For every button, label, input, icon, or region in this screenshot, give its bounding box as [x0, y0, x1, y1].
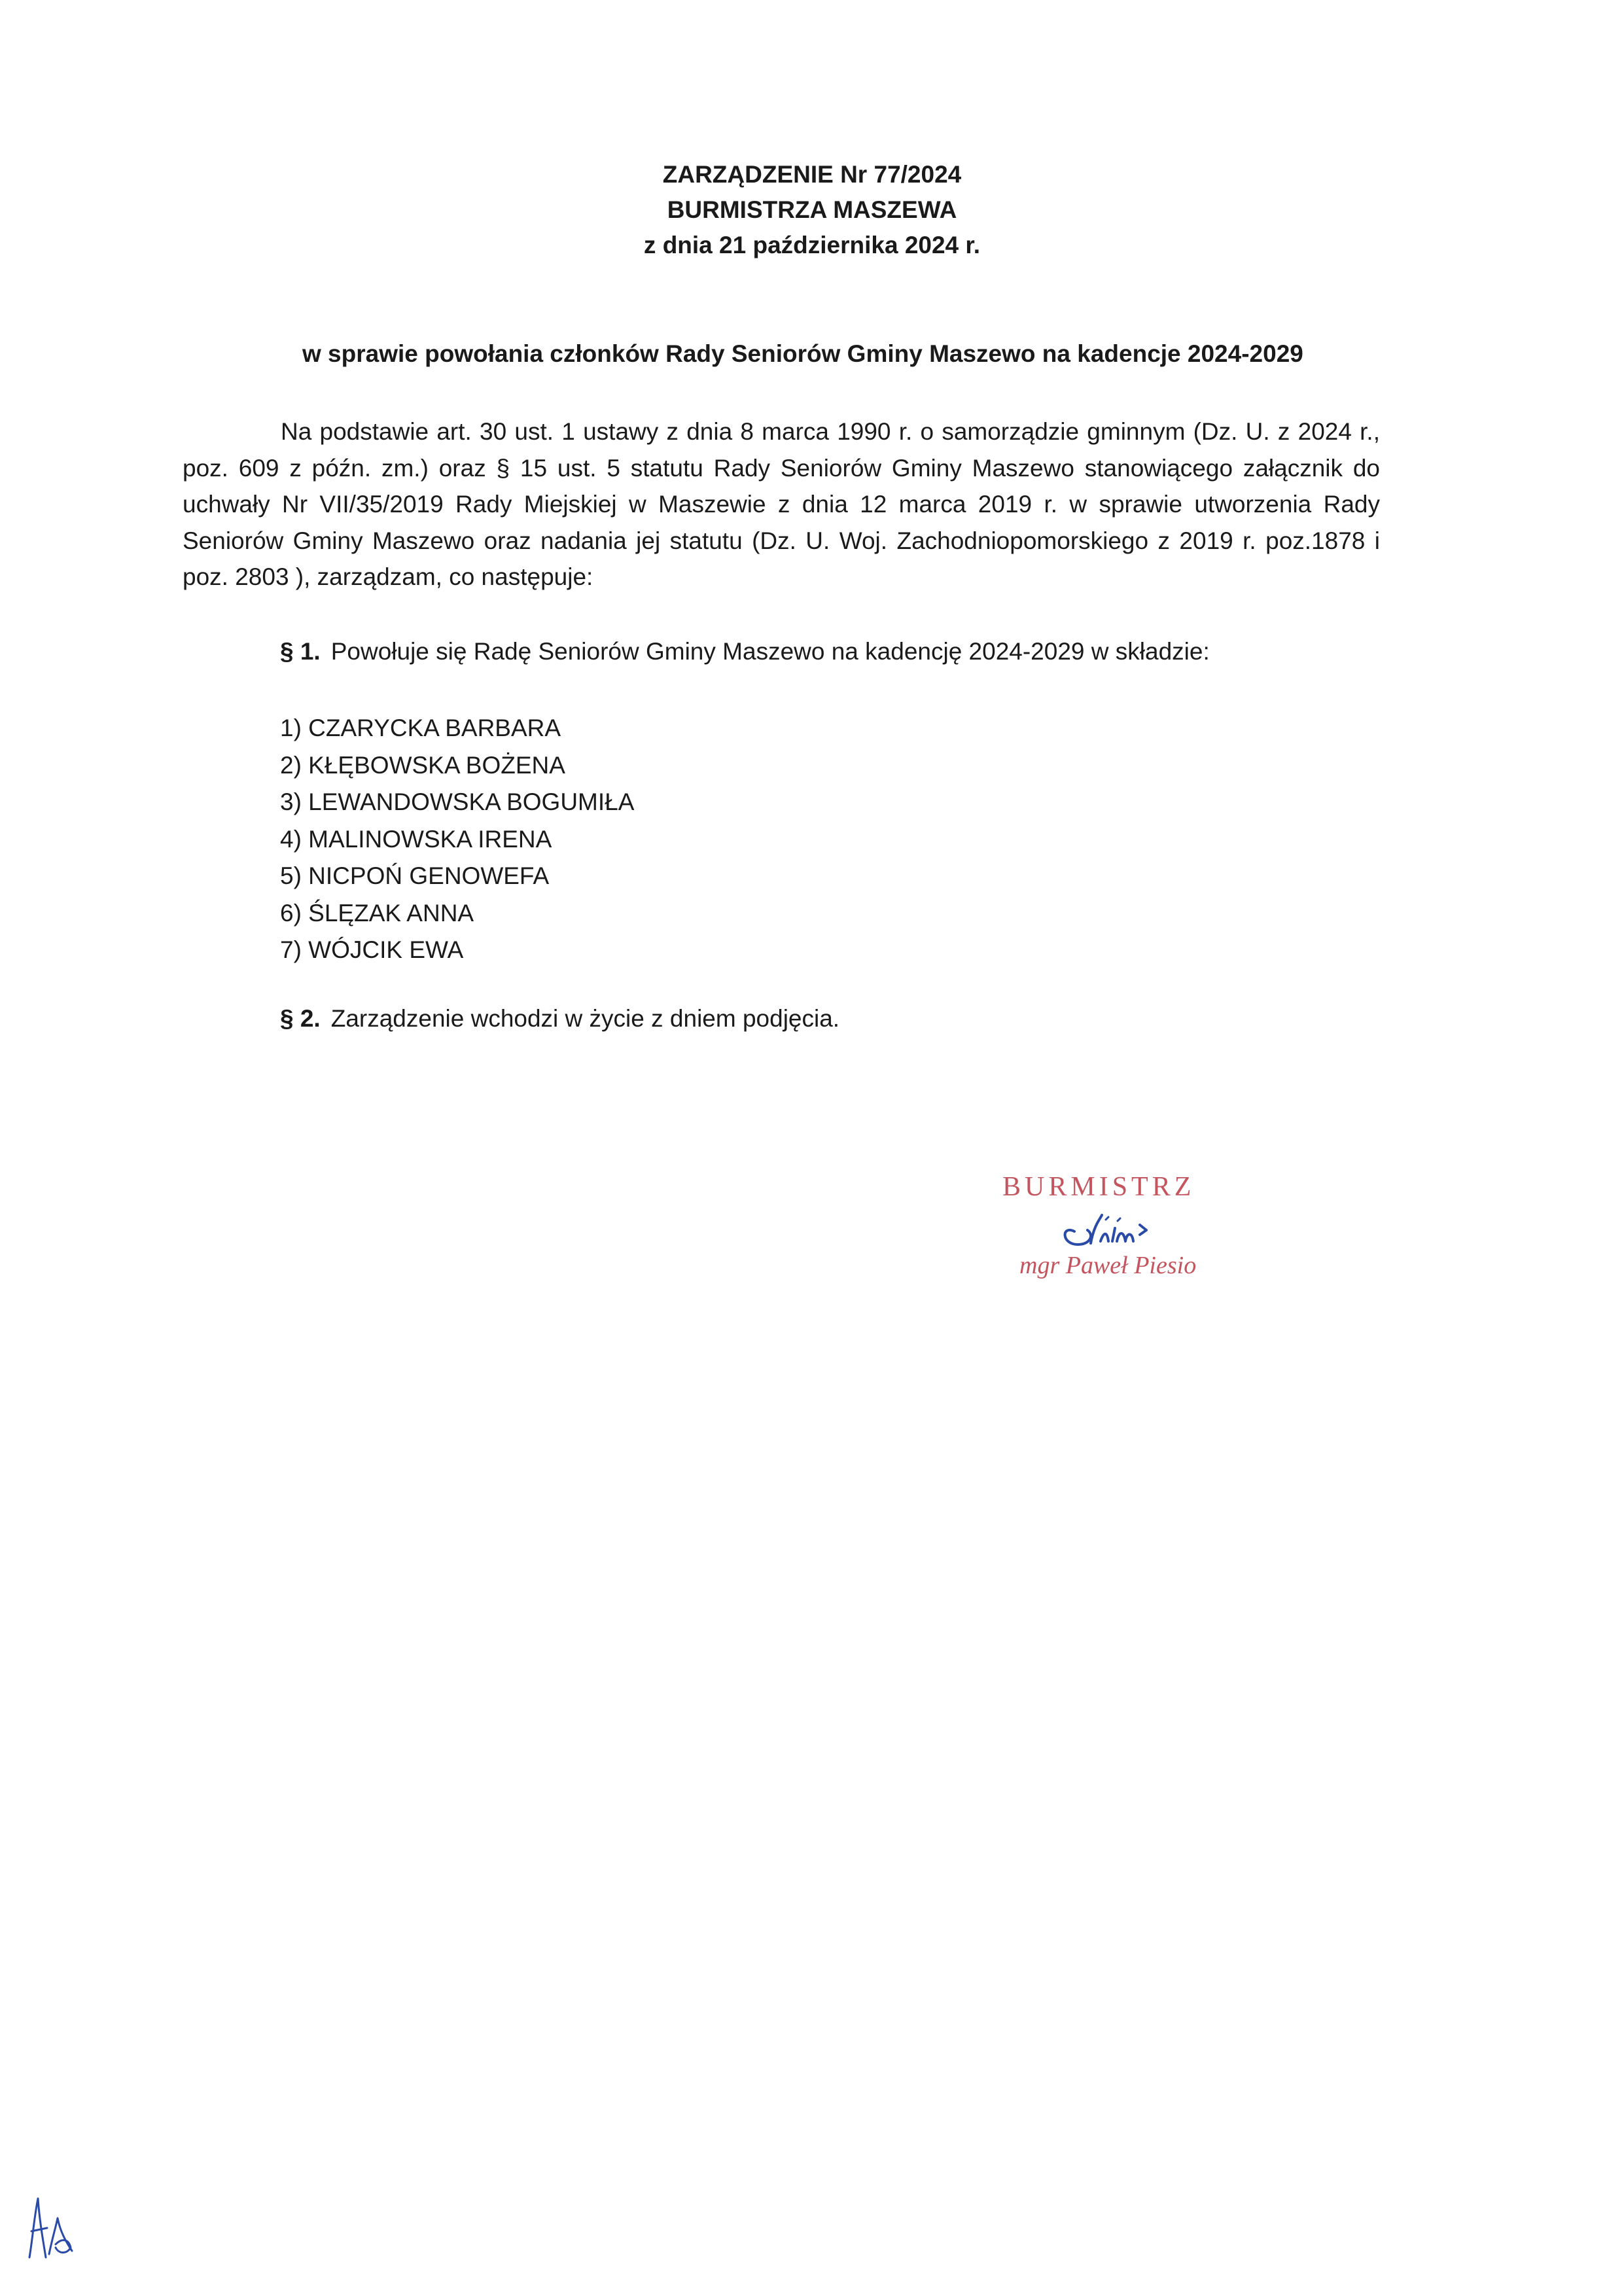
list-item: 5) NICPOŃ GENOWEFA: [280, 862, 550, 889]
list-item: 4) MALINOWSKA IRENA: [280, 825, 552, 853]
order-number: ZARZĄDZENIE Nr 77/2024: [662, 161, 962, 188]
stamp-title: BURMISTRZ: [1002, 1172, 1195, 1202]
initials-icon: [20, 2192, 79, 2264]
document-subject: w sprawie powołania członków Rady Seniorów Gminy Maszewo na kadencje 2024-2029: [302, 340, 1303, 367]
legal-basis-paragraph: Na podstawie art. 30 ust. 1 ustawy z dnia 8 marca 1990 r. o samorządzie gminnym (Dz. U. z 2024 r., poz. 609 z późn. zm.) oraz § 15 ust. 5 statutu Rady Seniorów Gminy Maszewo stanowiącego załącznik do uchwały Nr VII/35/2019 Rady Miejskiej w Maszewie z dnia 12 marca 2019 r. w sprawie utworzenia Rady Seniorów Gminy Maszewo oraz nadania jej statutu (Dz. U. Woj. Zachodniopomorskiego z 2019 r. poz.1878 i poz. 2803 ), zarządzam, co następuje:: [183, 418, 1380, 590]
issue-date: z dnia 21 października 2024 r.: [643, 232, 981, 258]
stamp-name: mgr Paweł Piesio: [1019, 1252, 1197, 1279]
list-item: 3) LEWANDOWSKA BOGUMIŁA: [280, 788, 635, 815]
paragraph-2-mark: § 2.: [280, 1005, 321, 1032]
document-header: [0, 157, 1624, 263]
paragraph-1-text: Powołuje się Radę Seniorów Gminy Maszewo na kadencję 2024-2029 w składzie:: [330, 638, 1210, 665]
paragraph-1-mark: § 1.: [280, 638, 321, 665]
members-list: [280, 710, 634, 969]
signature-icon: [1055, 1205, 1173, 1258]
list-item: 2) KŁĘBOWSKA BOŻENA: [280, 751, 565, 779]
mayor-stamp: [995, 1171, 1276, 1289]
paragraph-1: [280, 638, 1210, 665]
issuer: BURMISTRZA MASZEWA: [667, 196, 957, 223]
list-item: 6) ŚLĘZAK ANNA: [280, 899, 474, 927]
paragraph-2-text: Zarządzenie wchodzi w życie z dniem podjęcia.: [330, 1005, 840, 1032]
list-item: 7) WÓJCIK EWA: [280, 936, 464, 963]
list-item: 1) CZARYCKA BARBARA: [280, 715, 561, 741]
paragraph-2: [280, 1005, 839, 1033]
